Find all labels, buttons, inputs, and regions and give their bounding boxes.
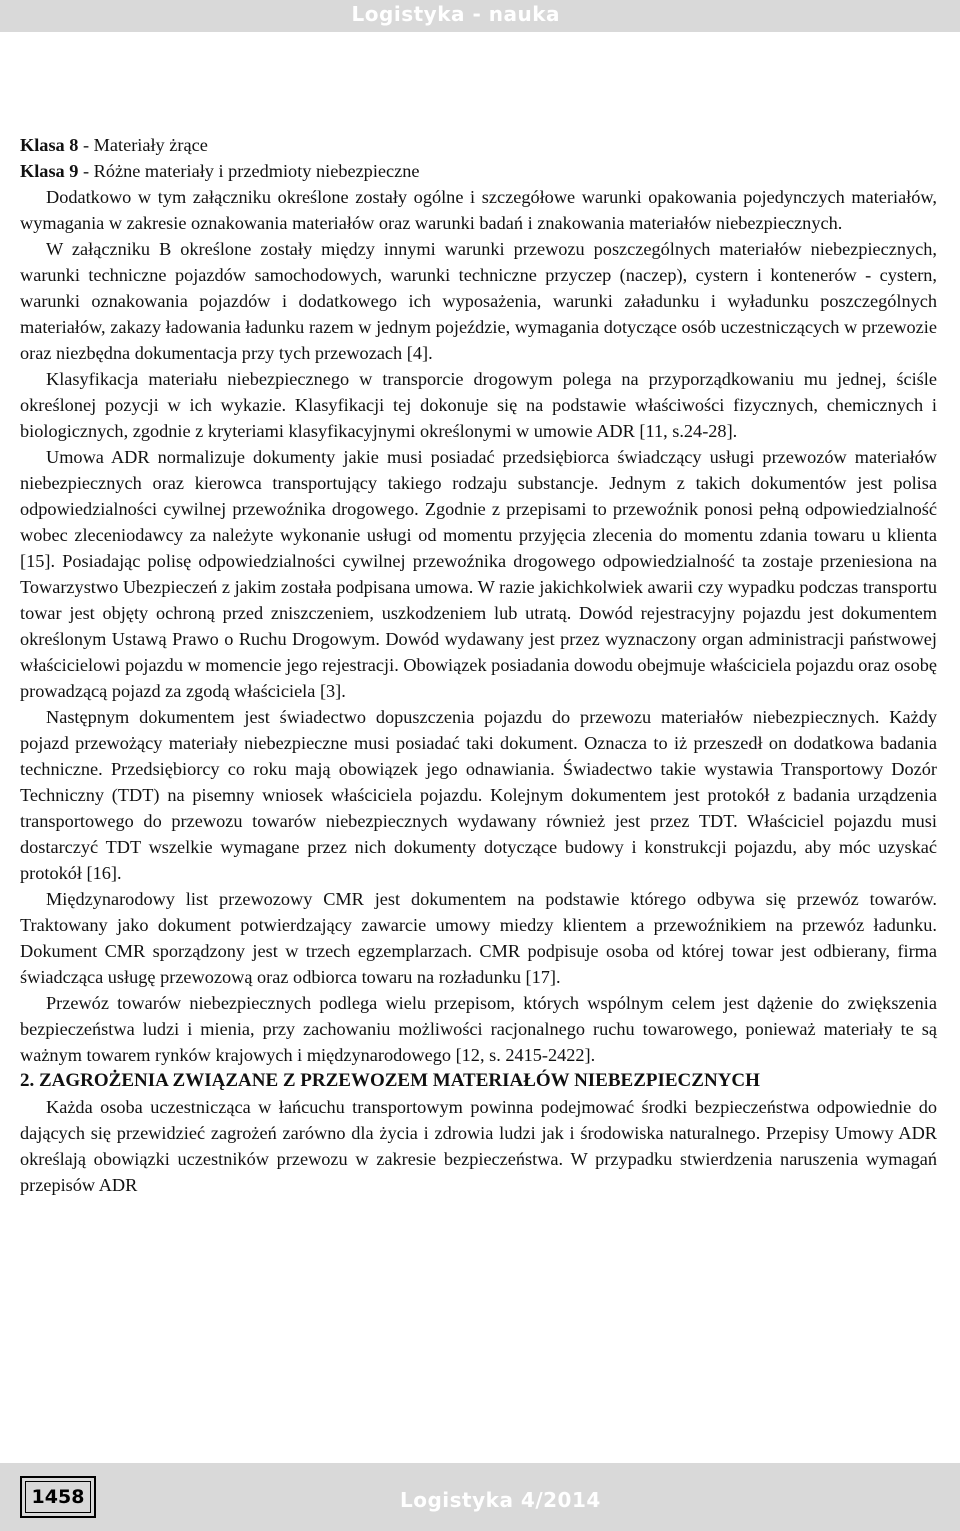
paragraph: Następnym dokumentem jest świadectwo dopuszczenia pojazdu do przewozu materiałów niebezpiecznych. Każdy pojazd przewożący materiały niebezpieczne musi posiadać taki dokument. Oznacza to iż przeszedł on dodatkowa badania techniczne. Przedsiębiorcy co roku mają obowiązek jego odnawiania. Świadectwo takie wystawia Transportowy Dozór Techniczny (TDT) na pisemny wniosek właściciela pojazdu. Kolejnym dokumentem jest protokół z badania urządzenia transportowego do przewozu towarów niebezpiecznych wydawany również jest przez TDT. Właściciel pojazdu musi dostarczyć TDT wszelkie wymagane przez nich dokumenty dotyczące budowy i konstrukcji pojazdu, aby móc uzyskać protokół [16]. — [20, 707, 937, 883]
class-9-text: - Różne materiały i przedmioty niebezpieczne — [78, 161, 420, 181]
paragraph: Międzynarodowy list przewozowy CMR jest dokumentem na podstawie którego odbywa się przewóz towarów. Traktowany jako dokument potwierdzający zawarcie umowy miedzy klientem a przewoźnikiem na przewóz ładunku. Dokument CMR sporządzony jest w trzech egzemplarzach. CMR podpisuje osoba od której towar jest odbierany, firma świadcząca usługę przewozową oraz odbiorca towaru na rozładunku [17]. — [20, 889, 937, 987]
class-8-text: - Materiały żrące — [78, 135, 208, 155]
paragraph: Dodatkowo w tym załączniku określone zostały ogólne i szczegółowe warunki opakowania pojedynczych materiałów, wymagania w zakresie oznakowania materiałów oraz warunki badań i znakowania materiałów niebezpiecznych. — [20, 187, 937, 233]
page — [0, 32, 960, 1463]
paragraph: Każda osoba uczestnicząca w łańcuchu transportowym powinna podejmować środki bezpieczeństwa odpowiednie do dających się przewidzieć zagrożeń zarówno dla życia i zdrowia ludzi jak i środowiska naturalnego. Przepisy Umowy ADR określają obowiązki uczestników przewozu w zakresie bezpieczeństwa. W przypadku stwierdzenia naruszenia wymagań przepisów ADR — [20, 1097, 937, 1195]
header-band — [0, 0, 960, 32]
section-heading: 2. ZAGROŻENIA ZWIĄZANE Z PRZEWOZEM MATERIAŁÓW NIEBEZPIECZNYCH — [20, 1070, 760, 1091]
class-9-label: Klasa 9 — [20, 161, 79, 181]
paragraph: Przewóz towarów niebezpiecznych podlega wielu przepisom, których wspólnym celem jest dążenie do zwiększenia bezpieczeństwa ludzi i mienia, przy zachowaniu możliwości racjonalnego ruchu towarowego, ponieważ materiały te są ważnym towarem rynków krajowych i międzynarodowego [12, s. 2415-2422]. — [20, 993, 937, 1065]
journal-issue: Logistyka 4/2014 — [400, 1488, 601, 1512]
paragraph: Klasyfikacja materiału niebezpiecznego w transporcie drogowym polega na przyporządkowaniu mu jednej, ściśle określonej pozycji w ich wykazie. Klasyfikacji tej dokonuje się na podstawie właściwości fizycznych, chemicznych i biologicznych, zgodnie z kryteriami klasyfikacyjnymi określonymi w umowie ADR [11, s.24-28]. — [20, 369, 937, 441]
page-number-box — [20, 1476, 96, 1518]
paragraph: Umowa ADR normalizuje dokumenty jakie musi posiadać przedsiębiorca świadczący usługi przewozów materiałów niebezpiecznych oraz kierowca transportujący takiego rodzaju substancje. Jednym z takich dokumentów jest polisa odpowiedzialności cywilnej przewoźnika drogowego. Zgodnie z przepisami to przewoźnik ponosi pełną odpowiedzialność wobec zleceniodawcy za należyte wykonanie usługi od momentu przyjęcia zlecenia do momentu zdania towaru u klienta [15]. Posiadając polisę odpowiedzialności cywilnej przewoźnika drogowego odpowiedzialność ta zostaje przeniesiona na Towarzystwo Ubezpieczeń z jakim została podpisana umowa. W razie jakichkolwiek awarii czy wypadku podczas transportu towar jest objęty ochroną przed zniszczeniem, uszkodzeniem lub utratą. Dowód rejestracyjny pojazdu jest dokumentem określonym Ustawą Prawo o Ruchu Drogowym. Dowód wydawany jest przez wyznaczony organ administracji państwowej właścicielowi pojazdu w momencie jego rejestracji. Obowiązek posiadania dowodu obejmuje właściciela pojazdu oraz osobę prowadzącą pojazd za zgodą właściciela [3]. — [20, 447, 937, 701]
running-header-title: Logistyka - nauka — [351, 2, 560, 26]
page-number: 1458 — [31, 1486, 85, 1508]
paragraph: W załączniku B określone zostały między innymi warunki przewozu poszczególnych materiałów niebezpiecznych, warunki techniczne pojazdów samochodowych, warunki techniczne przyczep (naczep), cystern i kontenerów - cystern, warunki oznakowania pojazdów i dodatkowego ich wyposażenia, warunki załadunku i wyładunku poszczególnych materiałów, zakazy ładowania ładunku razem w jednym pojeździe, wymagania dotyczące osób uczestniczących w przewozie oraz niezbędna dokumentacja przy tych przewozach [4]. — [20, 239, 937, 363]
class-8-label: Klasa 8 — [20, 135, 79, 155]
class-8-line — [20, 132, 937, 158]
article-body — [20, 132, 937, 1198]
class-9-line — [20, 158, 937, 184]
